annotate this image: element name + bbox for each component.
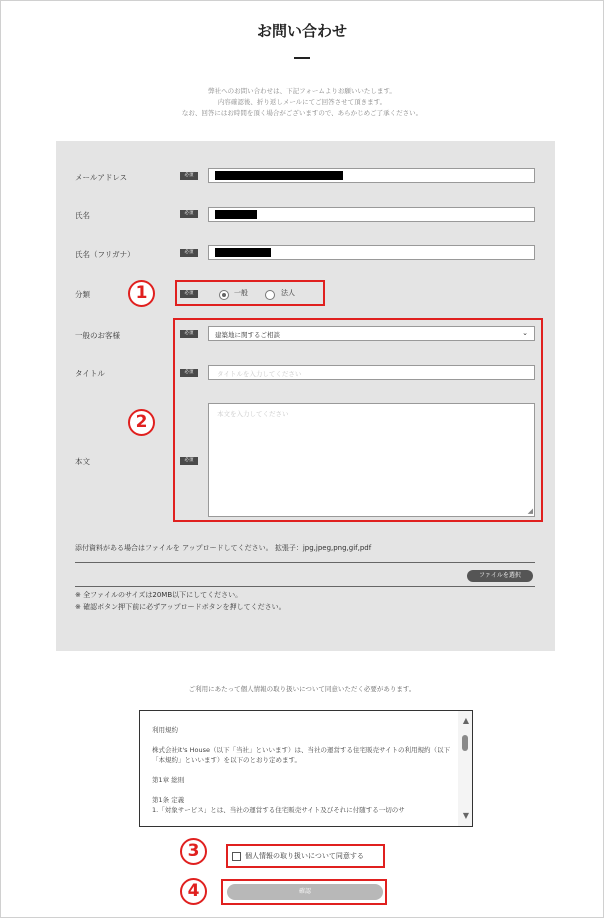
email-label: メールアドレス: [75, 173, 128, 182]
scroll-up-icon[interactable]: ▲: [462, 716, 469, 725]
annotation-badge-3: 3: [180, 838, 207, 865]
terms-text: [152, 725, 452, 825]
terms-paragraph: 株式会社it's House（以下「当社」といいます）は、当社の運営する住宅販売サイトの利用規約（以下「本規約」といいます）を以下のとおり定めます。: [152, 746, 451, 764]
terms-scrollbar[interactable]: [458, 711, 472, 826]
required-badge: 必須: [180, 330, 198, 338]
annotation-box-4: [221, 879, 387, 905]
intro-text: [0, 86, 604, 119]
required-badge: 必須: [180, 172, 198, 180]
scroll-down-icon[interactable]: ▼: [462, 811, 469, 820]
note-line: ※ 全ファイルのサイズは20MB以下にしてください。: [75, 591, 243, 599]
attachment-notes: [75, 589, 286, 613]
required-badge: 必須: [180, 457, 198, 465]
required-badge: 必須: [180, 369, 198, 377]
consent-checkbox-label[interactable]: 個人情報の取り扱いについて同意する: [245, 852, 364, 860]
name-kana-label: 氏名（フリガナ）: [75, 250, 135, 259]
resize-handle-icon[interactable]: ◢: [527, 507, 533, 515]
subject-placeholder: タイトルを入力してください: [217, 370, 302, 378]
category-label: 分類: [75, 290, 90, 299]
name-label: 氏名: [75, 211, 90, 220]
divider: [75, 586, 535, 587]
intro-line: 弊社へのお問い合わせは、下記フォームよりお願いいたします。: [208, 87, 396, 95]
annotation-box-2: [173, 318, 543, 522]
annotation-box-1: [175, 280, 325, 306]
annotation-badge-2: 2: [128, 409, 155, 436]
body-label: 本文: [75, 457, 90, 466]
consent-note: ご利用にあたって個人情報の取り扱いについて同意いただく必要があります。: [188, 685, 416, 693]
required-badge: 必須: [180, 249, 198, 257]
terms-article: 第1条 定義: [152, 796, 185, 804]
annotation-badge-4: 4: [180, 878, 207, 905]
inquiry-type-value: 建築地に関するご相談: [215, 331, 280, 339]
required-badge: 必須: [180, 210, 198, 218]
intro-line: 内容確認後、折り返しメールにてご回答させて頂きます。: [217, 98, 387, 106]
redacted-value: [215, 248, 271, 257]
terms-heading: 利用規約: [152, 726, 178, 734]
radio-general-label: 一般: [234, 289, 248, 297]
page-title: お問い合わせ: [256, 22, 347, 40]
radio-corporate-label: 法人: [281, 289, 295, 297]
attachment-note: 添付資料がある場合はファイルを アップロードしてください。 拡張子：jpg,jpeg,png,gif,pdf: [75, 544, 372, 552]
email-field[interactable]: [208, 168, 535, 183]
divider: [75, 562, 535, 563]
required-badge: 必須: [180, 290, 198, 298]
redacted-value: [215, 210, 257, 219]
title-underline: [294, 57, 310, 59]
intro-line: なお、回答にはお時間を頂く場合がございますので、あらかじめご了承ください。: [181, 109, 423, 117]
confirm-button[interactable]: 確認: [227, 884, 383, 900]
terms-item: 1.「対象サービス」とは、当社の運営する住宅販売サイト及びそれに付随する一切のサ: [152, 806, 405, 814]
terms-chapter: 第1章 総則: [152, 776, 185, 784]
choose-file-button[interactable]: ファイルを選択: [467, 570, 533, 582]
scroll-thumb[interactable]: [462, 735, 468, 751]
chevron-down-icon: ⌄: [522, 329, 528, 337]
annotation-badge-1: 1: [128, 280, 155, 307]
name-kana-field[interactable]: [208, 245, 535, 260]
note-line: ※ 確認ボタン押下前に必ずアップロードボタンを押してください。: [75, 603, 286, 611]
name-field[interactable]: [208, 207, 535, 222]
annotation-box-3: [226, 844, 385, 868]
terms-box[interactable]: [139, 710, 473, 827]
general-customer-label: 一般のお客様: [75, 331, 120, 340]
redacted-value: [215, 171, 343, 180]
body-placeholder: 本文を入力してください: [217, 410, 289, 418]
subject-label: タイトル: [75, 369, 105, 378]
